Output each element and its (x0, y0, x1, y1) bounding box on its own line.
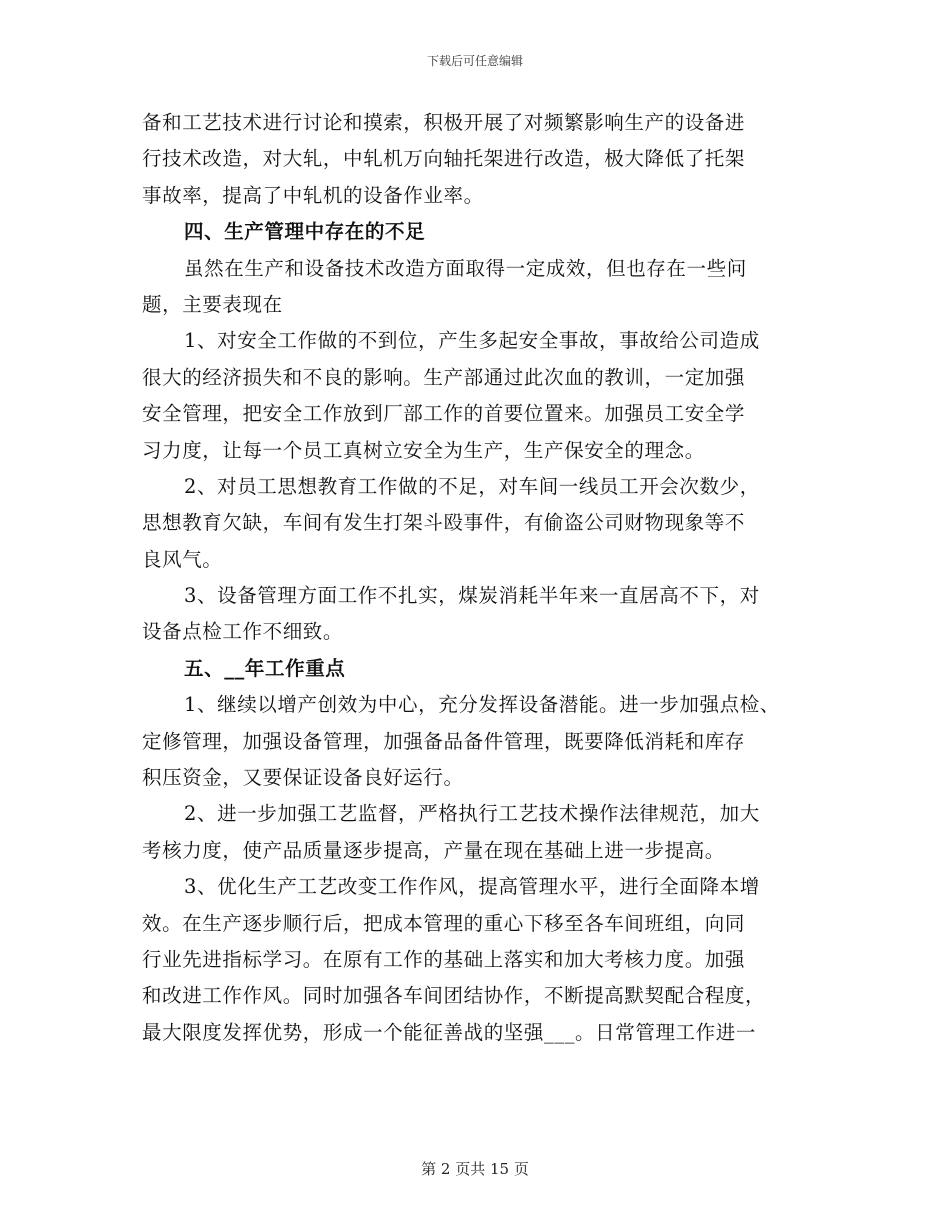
text-line: 积压资金，又要保证设备良好运行。 (142, 766, 464, 790)
text-line: 和改进工作作风。同时加强各车间团结协作，不断提高默契配合程度， (142, 984, 766, 1008)
text-line: 题，主要表现在 (142, 292, 283, 316)
text-line: 思想教育欠缺，车间有发生打架斗殴事件，有偷盗公司财物现象等不 (142, 511, 746, 535)
text-line: 最大限度发挥优势，形成一个能征善战的坚强___。日常管理工作进一 (142, 1020, 756, 1044)
text-line: 效。在生产逐步顺行后，把成本管理的重心下移至各车间班组，向同 (142, 911, 746, 935)
text-line: 2、进一步加强工艺监督，严格执行工艺技术操作法律规范，加大 (184, 802, 760, 826)
text-line: 行业先进指标学习。在原有工作的基础上落实和加大考核力度。加强 (142, 947, 746, 971)
text-line: 备和工艺技术进行讨论和摸索，积极开展了对频繁影响生产的设备进 (142, 111, 746, 134)
page-header: 下载后可任意编辑 (426, 54, 523, 68)
text-line: 定修管理，加强设备管理，加强备品备件管理，既要降低消耗和库存 (142, 729, 746, 753)
text-line: 很大的经济损失和不良的影响。生产部通过此次血的教训，一定加强 (142, 365, 746, 389)
text-line: 3、优化生产工艺改变工作作风，提高管理水平，进行全面降本增 (184, 875, 760, 899)
text-line: 1、继续以增产创效为中心，充分发挥设备潜能。进一步加强点检、 (184, 693, 780, 717)
text-line: 行技术改造，对大轧，中轧机万向轴托架进行改造，极大降低了托架 (142, 147, 746, 171)
section-heading: 五、__年工作重点 (184, 656, 346, 680)
text-line: 安全管理，把安全工作放到厂部工作的首要位置来。加强员工安全学 (142, 402, 746, 426)
text-line: 2、对员工思想教育工作做的不足，对车间一线员工开会次数少， (184, 474, 760, 498)
text-line: 3、设备管理方面工作不扎实，煤炭消耗半年来一直居高不下，对 (184, 584, 760, 608)
document-body (142, 105, 808, 1051)
text-line: 习力度，让每一个员工真树立安全为生产，生产保安全的理念。 (142, 438, 705, 462)
text-line: 事故率，提高了中轧机的设备作业率。 (142, 183, 484, 207)
text-line: 考核力度，使产品质量逐步提高，产量在现在基础上进一步提高。 (142, 838, 725, 862)
text-line: 1、对安全工作做的不到位，产生多起安全事故，事故给公司造成 (184, 329, 760, 353)
text-line: 设备点检工作不细致。 (142, 620, 344, 644)
page-footer: 第 2 页共 15 页 (421, 1160, 529, 1178)
section-heading: 四、生产管理中存在的不足 (184, 220, 426, 244)
text-line: 良风气。 (142, 547, 223, 571)
text-line: 虽然在生产和设备技术改造方面取得一定成效，但也存在一些问 (184, 256, 747, 280)
